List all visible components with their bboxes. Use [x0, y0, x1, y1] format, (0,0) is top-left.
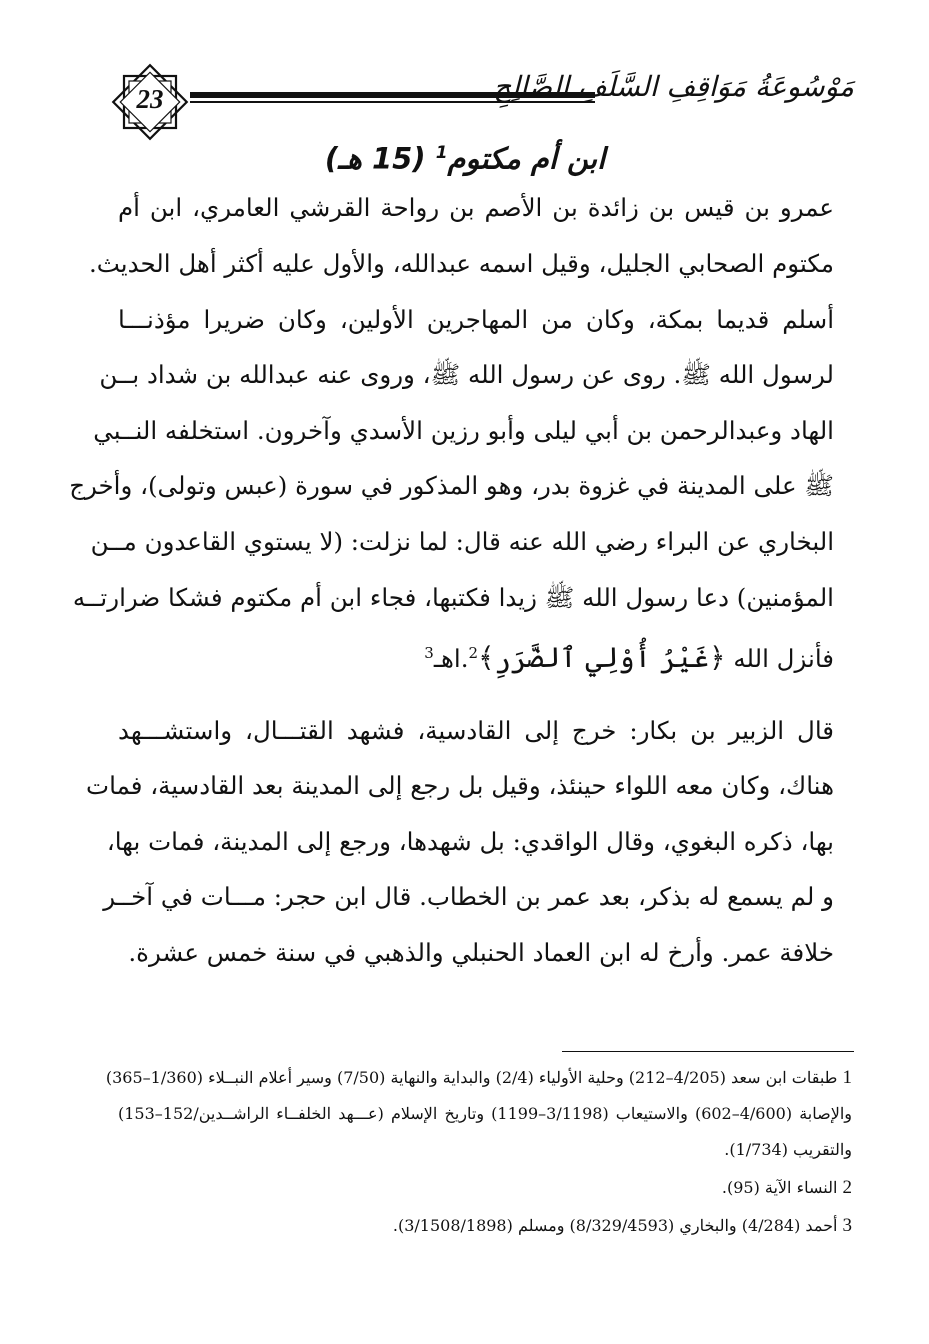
- footnote-number: 1: [842, 1067, 852, 1088]
- footnote-ref: 3: [424, 644, 434, 662]
- body-line: أسلم قديما بمكة، وكان من المهاجرين الأولين، وكان ضريرا مؤذنـــا: [118, 305, 834, 334]
- body-line: الهاد وعبدالرحمن بن أبي ليلى وأبو رزين الأسدي وآخرون. استخلفه النــبي: [93, 416, 834, 445]
- page-number-badge: [108, 60, 192, 144]
- footnote-text: والتقريب (1/734).: [724, 1140, 852, 1159]
- body-line: و لم يسمع له بذكر، بعد عمر بن الخطاب. قال ابن حجر: مـــات في آخــر: [103, 882, 834, 911]
- body-line: هناك، وكان معه اللواء حينئذ، وقيل بل رجع إلى المدينة بعد القادسية، فمات: [86, 771, 834, 800]
- footnote-text: طبقات ابن سعد (4/205–212) وحلية الأولياء (2/4) والبداية والنهاية (7/50) وسير أعلام النبــلاء (1/360–365): [105, 1068, 838, 1087]
- heading-footnote-ref: 1: [435, 143, 448, 163]
- body-line: قال الزبير بن بكار: خرج إلى القادسية، فشهد القتـــال، واستشـــهد: [118, 716, 834, 745]
- footnote-separator: [562, 1051, 854, 1052]
- body-line: بها، ذكره البغوي، وقال الواقدي: بل شهدها، ورجع إلى المدينة، فمات بها،: [106, 827, 834, 856]
- footnote-continuation: [118, 1100, 852, 1130]
- body-line: ﷺ على المدينة في غزوة بدر، وهو المذكور في سورة (عبس وتولى)، وأخرج: [69, 471, 834, 500]
- quran-line-end: .اهـ: [433, 644, 469, 674]
- quran-verse: ﴿غَيْرُ أُوْلِي ٱلضَّرَرِ﴾: [478, 641, 726, 675]
- series-title: مَوْسُوعَةُ مَوَاقِفِ السَّلَفِ الصَّالِحِ: [493, 70, 854, 103]
- heading-title: ابن أم مكتوم: [447, 141, 606, 176]
- page-number: 23: [136, 84, 164, 114]
- footnote-text: النساء الآية (95).: [721, 1178, 838, 1197]
- footnote-number: 2: [842, 1177, 852, 1198]
- body-line: خلافة عمر. وأرخ له ابن العماد الحنبلي والذهبي في سنة خمس عشرة.: [128, 938, 834, 967]
- quran-line: [118, 633, 834, 677]
- body-line: مكتوم الصحابي الجليل، وقيل اسمه عبدالله، والأول عليه أكثر أهل الحديث.: [88, 249, 834, 278]
- footnote-continuation: [118, 1136, 852, 1166]
- article-heading: [280, 128, 650, 178]
- footnote-ref: 2: [468, 644, 479, 662]
- footnote: [118, 1174, 852, 1204]
- heading-date: (15 هـ): [324, 141, 426, 176]
- footnote: [118, 1212, 852, 1242]
- footnote-number: 3: [842, 1215, 852, 1236]
- footnote: [105, 1064, 852, 1094]
- body-line: المؤمنين) دعا رسول الله ﷺ زيدا فكتبها، فجاء ابن أم مكتوم فشكا ضرارتــه: [72, 583, 834, 612]
- body-line: البخاري عن البراء رضي الله عنه قال: لما نزلت: (لا يستوي القاعدون مــن: [90, 527, 834, 556]
- footnote-text: أحمد (4/284) والبخاري (8/329/4593) ومسلم (3/1508/1898).: [392, 1216, 838, 1235]
- body-line: عمرو بن قيس بن زائدة بن الأصم بن رواحة القرشي العامري، ابن أم: [118, 193, 834, 222]
- footnote-text: والإصابة (4/600–602) والاستيعاب (3/1198–1199) وتاريخ الإسلام (عـــهد الخلفــاء الراشــدين/152–153): [118, 1104, 852, 1123]
- quran-line-intro: فأنزل الله: [733, 644, 834, 674]
- body-line: لرسول الله ﷺ. روى عن رسول الله ﷺ، وروى عنه عبدالله بن شداد بــن: [99, 360, 834, 389]
